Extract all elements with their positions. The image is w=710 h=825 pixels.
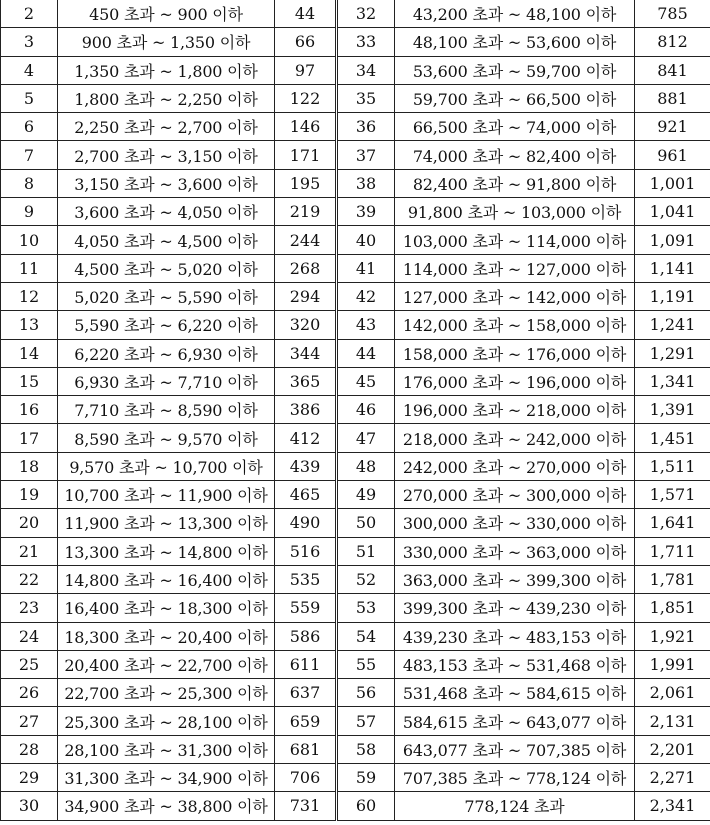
right-grade-cell: 51	[337, 537, 395, 565]
table-row	[1, 452, 710, 480]
left-value-cell: 146	[275, 113, 337, 141]
left-value-cell: 412	[275, 424, 337, 452]
right-value-cell: 841	[635, 56, 710, 84]
left-range-cell: 2,700 초과 ~ 3,150 이하	[58, 141, 275, 169]
left-grade-cell: 12	[1, 282, 58, 310]
left-range-cell: 5,590 초과 ~ 6,220 이하	[58, 311, 275, 339]
left-grade-cell: 30	[1, 792, 58, 820]
left-grade-cell: 24	[1, 622, 58, 650]
left-value-cell: 66	[275, 28, 337, 56]
left-value-cell: 706	[275, 764, 337, 792]
right-range-cell: 399,300 초과 ~ 439,230 이하	[395, 594, 635, 622]
table-row	[1, 0, 710, 28]
left-grade-cell: 16	[1, 396, 58, 424]
left-value-cell: 320	[275, 311, 337, 339]
left-range-cell: 28,100 초과 ~ 31,300 이하	[58, 735, 275, 763]
right-value-cell: 1,451	[635, 424, 710, 452]
right-grade-cell: 54	[337, 622, 395, 650]
table-row	[1, 169, 710, 197]
left-range-cell: 2,250 초과 ~ 2,700 이하	[58, 113, 275, 141]
left-grade-cell: 18	[1, 452, 58, 480]
left-value-cell: 731	[275, 792, 337, 820]
right-grade-cell: 45	[337, 367, 395, 395]
table-row	[1, 481, 710, 509]
left-value-cell: 294	[275, 282, 337, 310]
table-row	[1, 622, 710, 650]
right-value-cell: 1,571	[635, 481, 710, 509]
right-range-cell: 91,800 초과 ~ 103,000 이하	[395, 198, 635, 226]
left-grade-cell: 26	[1, 679, 58, 707]
left-range-cell: 11,900 초과 ~ 13,300 이하	[58, 509, 275, 537]
right-value-cell: 1,141	[635, 254, 710, 282]
left-grade-cell: 19	[1, 481, 58, 509]
table-row	[1, 56, 710, 84]
table-row	[1, 565, 710, 593]
left-value-cell: 268	[275, 254, 337, 282]
left-grade-cell: 21	[1, 537, 58, 565]
left-grade-cell: 9	[1, 198, 58, 226]
right-value-cell: 1,711	[635, 537, 710, 565]
left-range-cell: 900 초과 ~ 1,350 이하	[58, 28, 275, 56]
right-grade-cell: 58	[337, 735, 395, 763]
right-grade-cell: 38	[337, 169, 395, 197]
right-value-cell: 1,511	[635, 452, 710, 480]
table-row	[1, 679, 710, 707]
left-range-cell: 25,300 초과 ~ 28,100 이하	[58, 707, 275, 735]
table-row	[1, 594, 710, 622]
right-value-cell: 2,061	[635, 679, 710, 707]
right-value-cell: 1,851	[635, 594, 710, 622]
left-range-cell: 6,220 초과 ~ 6,930 이하	[58, 339, 275, 367]
left-range-cell: 4,050 초과 ~ 4,500 이하	[58, 226, 275, 254]
right-grade-cell: 32	[337, 0, 395, 28]
right-range-cell: 363,000 초과 ~ 399,300 이하	[395, 565, 635, 593]
left-value-cell: 171	[275, 141, 337, 169]
right-grade-cell: 42	[337, 282, 395, 310]
left-grade-cell: 29	[1, 764, 58, 792]
table-row	[1, 424, 710, 452]
right-grade-cell: 55	[337, 650, 395, 678]
right-range-cell: 43,200 초과 ~ 48,100 이하	[395, 0, 635, 28]
table-row	[1, 396, 710, 424]
left-value-cell: 386	[275, 396, 337, 424]
left-range-cell: 5,020 초과 ~ 5,590 이하	[58, 282, 275, 310]
left-grade-cell: 13	[1, 311, 58, 339]
left-value-cell: 195	[275, 169, 337, 197]
right-range-cell: 114,000 초과 ~ 127,000 이하	[395, 254, 635, 282]
left-grade-cell: 6	[1, 113, 58, 141]
left-range-cell: 18,300 초과 ~ 20,400 이하	[58, 622, 275, 650]
table-row	[1, 650, 710, 678]
right-range-cell: 158,000 초과 ~ 176,000 이하	[395, 339, 635, 367]
right-range-cell: 643,077 초과 ~ 707,385 이하	[395, 735, 635, 763]
right-range-cell: 196,000 초과 ~ 218,000 이하	[395, 396, 635, 424]
right-value-cell: 1,291	[635, 339, 710, 367]
left-range-cell: 22,700 초과 ~ 25,300 이하	[58, 679, 275, 707]
left-grade-cell: 5	[1, 84, 58, 112]
right-range-cell: 483,153 초과 ~ 531,468 이하	[395, 650, 635, 678]
grade-table-body	[1, 0, 710, 820]
left-range-cell: 7,710 초과 ~ 8,590 이하	[58, 396, 275, 424]
left-value-cell: 535	[275, 565, 337, 593]
left-value-cell: 122	[275, 84, 337, 112]
left-value-cell: 465	[275, 481, 337, 509]
right-value-cell: 1,341	[635, 367, 710, 395]
right-grade-cell: 49	[337, 481, 395, 509]
left-grade-cell: 23	[1, 594, 58, 622]
left-value-cell: 637	[275, 679, 337, 707]
left-value-cell: 659	[275, 707, 337, 735]
table-row	[1, 367, 710, 395]
right-grade-cell: 41	[337, 254, 395, 282]
table-row	[1, 735, 710, 763]
right-value-cell: 2,131	[635, 707, 710, 735]
table-row	[1, 764, 710, 792]
right-grade-cell: 43	[337, 311, 395, 339]
right-value-cell: 1,921	[635, 622, 710, 650]
right-range-cell: 270,000 초과 ~ 300,000 이하	[395, 481, 635, 509]
left-range-cell: 20,400 초과 ~ 22,700 이하	[58, 650, 275, 678]
left-range-cell: 13,300 초과 ~ 14,800 이하	[58, 537, 275, 565]
left-grade-cell: 3	[1, 28, 58, 56]
right-range-cell: 218,000 초과 ~ 242,000 이하	[395, 424, 635, 452]
left-value-cell: 439	[275, 452, 337, 480]
left-range-cell: 31,300 초과 ~ 34,900 이하	[58, 764, 275, 792]
table-row	[1, 311, 710, 339]
right-value-cell: 1,781	[635, 565, 710, 593]
left-value-cell: 611	[275, 650, 337, 678]
right-range-cell: 439,230 초과 ~ 483,153 이하	[395, 622, 635, 650]
right-range-cell: 242,000 초과 ~ 270,000 이하	[395, 452, 635, 480]
table-row	[1, 226, 710, 254]
right-value-cell: 961	[635, 141, 710, 169]
left-grade-cell: 25	[1, 650, 58, 678]
right-value-cell: 1,041	[635, 198, 710, 226]
left-range-cell: 16,400 초과 ~ 18,300 이하	[58, 594, 275, 622]
right-grade-cell: 47	[337, 424, 395, 452]
left-grade-cell: 22	[1, 565, 58, 593]
right-range-cell: 330,000 초과 ~ 363,000 이하	[395, 537, 635, 565]
left-range-cell: 9,570 초과 ~ 10,700 이하	[58, 452, 275, 480]
right-range-cell: 176,000 초과 ~ 196,000 이하	[395, 367, 635, 395]
left-range-cell: 450 초과 ~ 900 이하	[58, 0, 275, 28]
right-grade-cell: 36	[337, 113, 395, 141]
left-grade-cell: 4	[1, 56, 58, 84]
table-row	[1, 282, 710, 310]
table-row	[1, 198, 710, 226]
right-value-cell: 881	[635, 84, 710, 112]
left-value-cell: 586	[275, 622, 337, 650]
right-grade-cell: 35	[337, 84, 395, 112]
left-value-cell: 44	[275, 0, 337, 28]
right-grade-cell: 48	[337, 452, 395, 480]
right-range-cell: 142,000 초과 ~ 158,000 이하	[395, 311, 635, 339]
right-value-cell: 812	[635, 28, 710, 56]
right-grade-cell: 59	[337, 764, 395, 792]
right-grade-cell: 34	[337, 56, 395, 84]
left-grade-cell: 28	[1, 735, 58, 763]
left-grade-cell: 17	[1, 424, 58, 452]
right-grade-cell: 46	[337, 396, 395, 424]
left-range-cell: 10,700 초과 ~ 11,900 이하	[58, 481, 275, 509]
right-value-cell: 2,271	[635, 764, 710, 792]
left-value-cell: 516	[275, 537, 337, 565]
right-grade-cell: 37	[337, 141, 395, 169]
left-value-cell: 219	[275, 198, 337, 226]
right-value-cell: 1,991	[635, 650, 710, 678]
table-row	[1, 339, 710, 367]
table-row	[1, 113, 710, 141]
left-grade-cell: 11	[1, 254, 58, 282]
right-grade-cell: 52	[337, 565, 395, 593]
right-grade-cell: 60	[337, 792, 395, 820]
table-row	[1, 792, 710, 820]
left-grade-cell: 14	[1, 339, 58, 367]
left-grade-cell: 15	[1, 367, 58, 395]
right-range-cell: 82,400 초과 ~ 91,800 이하	[395, 169, 635, 197]
left-value-cell: 365	[275, 367, 337, 395]
left-grade-cell: 10	[1, 226, 58, 254]
left-grade-cell: 7	[1, 141, 58, 169]
right-value-cell: 2,341	[635, 792, 710, 820]
right-grade-cell: 56	[337, 679, 395, 707]
table-row	[1, 707, 710, 735]
left-value-cell: 97	[275, 56, 337, 84]
left-range-cell: 4,500 초과 ~ 5,020 이하	[58, 254, 275, 282]
left-range-cell: 34,900 초과 ~ 38,800 이하	[58, 792, 275, 820]
right-grade-cell: 50	[337, 509, 395, 537]
right-range-cell: 53,600 초과 ~ 59,700 이하	[395, 56, 635, 84]
right-value-cell: 1,091	[635, 226, 710, 254]
right-value-cell: 1,241	[635, 311, 710, 339]
left-range-cell: 14,800 초과 ~ 16,400 이하	[58, 565, 275, 593]
left-range-cell: 3,150 초과 ~ 3,600 이하	[58, 169, 275, 197]
left-grade-cell: 27	[1, 707, 58, 735]
left-value-cell: 344	[275, 339, 337, 367]
right-range-cell: 48,100 초과 ~ 53,600 이하	[395, 28, 635, 56]
right-value-cell: 1,191	[635, 282, 710, 310]
right-value-cell: 921	[635, 113, 710, 141]
right-range-cell: 531,468 초과 ~ 584,615 이하	[395, 679, 635, 707]
table-row	[1, 537, 710, 565]
right-value-cell: 1,001	[635, 169, 710, 197]
left-range-cell: 1,350 초과 ~ 1,800 이하	[58, 56, 275, 84]
left-range-cell: 3,600 초과 ~ 4,050 이하	[58, 198, 275, 226]
right-value-cell: 2,201	[635, 735, 710, 763]
left-value-cell: 490	[275, 509, 337, 537]
left-grade-cell: 8	[1, 169, 58, 197]
right-range-cell: 103,000 초과 ~ 114,000 이하	[395, 226, 635, 254]
right-value-cell: 785	[635, 0, 710, 28]
right-grade-cell: 33	[337, 28, 395, 56]
right-value-cell: 1,641	[635, 509, 710, 537]
right-range-cell: 778,124 초과	[395, 792, 635, 820]
right-range-cell: 584,615 초과 ~ 643,077 이하	[395, 707, 635, 735]
right-grade-cell: 53	[337, 594, 395, 622]
right-grade-cell: 39	[337, 198, 395, 226]
left-grade-cell: 20	[1, 509, 58, 537]
left-range-cell: 8,590 초과 ~ 9,570 이하	[58, 424, 275, 452]
right-range-cell: 66,500 초과 ~ 74,000 이하	[395, 113, 635, 141]
right-grade-cell: 44	[337, 339, 395, 367]
right-range-cell: 74,000 초과 ~ 82,400 이하	[395, 141, 635, 169]
table-row	[1, 254, 710, 282]
right-range-cell: 300,000 초과 ~ 330,000 이하	[395, 509, 635, 537]
right-range-cell: 59,700 초과 ~ 66,500 이하	[395, 84, 635, 112]
left-value-cell: 681	[275, 735, 337, 763]
left-range-cell: 1,800 초과 ~ 2,250 이하	[58, 84, 275, 112]
right-value-cell: 1,391	[635, 396, 710, 424]
right-range-cell: 127,000 초과 ~ 142,000 이하	[395, 282, 635, 310]
table-row	[1, 28, 710, 56]
right-grade-cell: 57	[337, 707, 395, 735]
left-range-cell: 6,930 초과 ~ 7,710 이하	[58, 367, 275, 395]
table-row	[1, 84, 710, 112]
left-grade-cell: 2	[1, 0, 58, 28]
left-value-cell: 559	[275, 594, 337, 622]
left-value-cell: 244	[275, 226, 337, 254]
table-row	[1, 509, 710, 537]
right-grade-cell: 40	[337, 226, 395, 254]
right-range-cell: 707,385 초과 ~ 778,124 이하	[395, 764, 635, 792]
table-row	[1, 141, 710, 169]
